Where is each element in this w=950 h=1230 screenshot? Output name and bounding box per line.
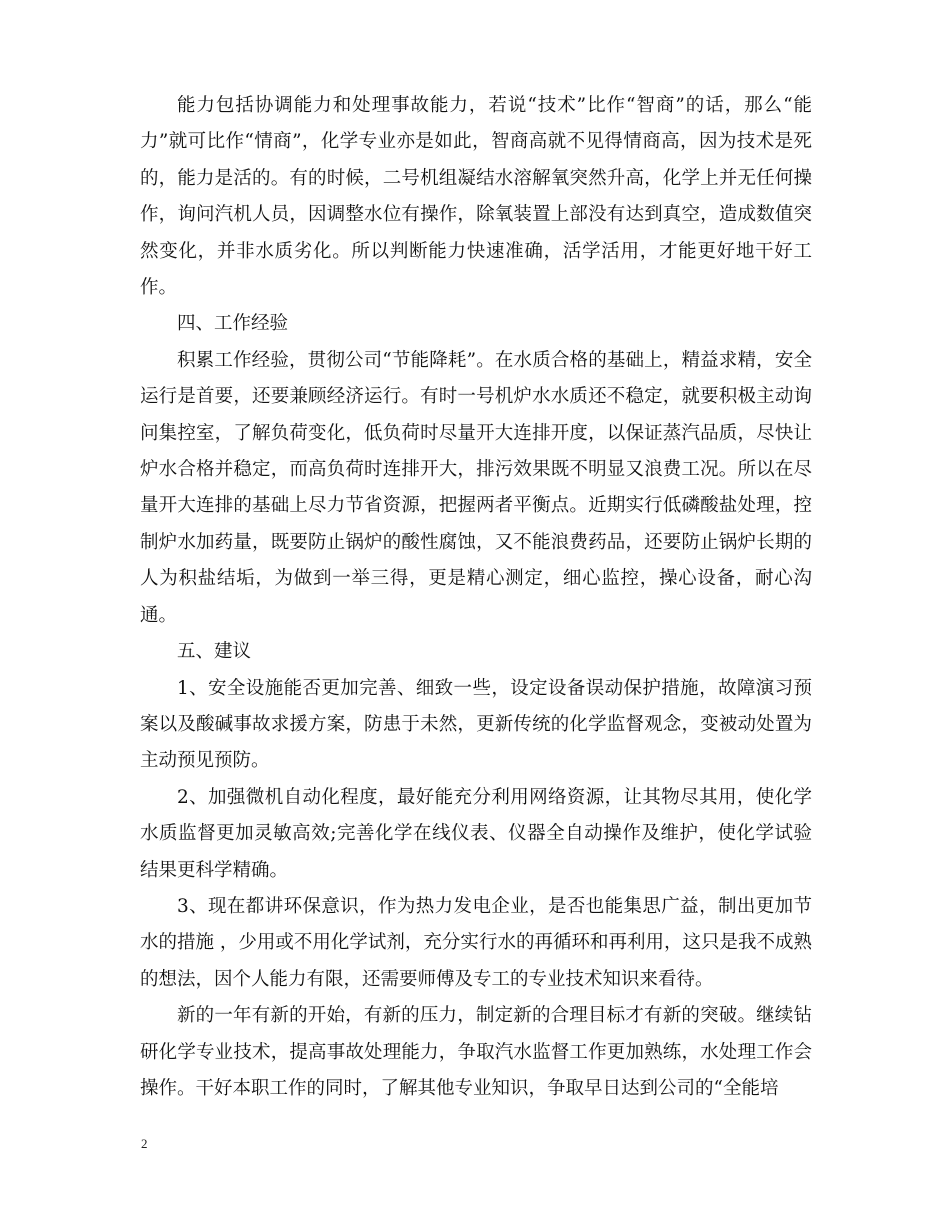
suggestion-item-1: 1、安全设施能否更加完善、细致一些，设定设备误动保护措施，故障演习预案以及酸碱事故求援方案，防患于未然，更新传统的化学监督观念，变被动处置为主动预见预防。 <box>140 677 812 772</box>
page-number: 2 <box>141 1136 148 1151</box>
suggestion-item-3: 3、现在都讲环保意识，作为热力发电企业，是否也能集思广益，制出更加节水的措施 ，少用或不用化学试剂，充分实行水的再循环和再利用，这只是我不成熟的想法，因个人能力有限，还需要师傅及专工的专业技术知识来看待。 <box>140 895 812 990</box>
section-heading-suggestions: 五、建议 <box>177 641 252 663</box>
paragraph-ability: 能力包括协调能力和处理事故能力，若说“技术”比作“智商”的话，那么“能力”就可比作“情商”，化学专业亦是如此，智商高就不见得情商高，因为技术是死的，能力是活的。有的时候，二号机组凝结水溶解氧突然升高，化学上并无任何操作，询问汽机人员，因调整水位有操作，除氧装置上部没有达到真空，造成数值突然变化，并非水质劣化。所以判断能力快速准确，活学活用，才能更好地干好工作。 <box>140 95 812 299</box>
section-heading-work-experience: 四、工作经验 <box>177 313 289 335</box>
suggestion-item-2: 2、加强微机自动化程度，最好能充分利用网络资源，让其物尽其用，使化学水质监督更加灵敏高效;完善化学在线仪表、仪器全自动操作及维护，使化学试验结果更科学精确。 <box>140 786 812 881</box>
paragraph-work-experience: 积累工作经验，贯彻公司“节能降耗”。在水质合格的基础上，精益求精，安全运行是首要，还要兼顾经济运行。有时一号机炉水水质还不稳定，就要积极主动询问集控室，了解负荷变化，低负荷时尽量开大连排开度，以保证蒸汽品质，尽快让炉水合格并稳定，而高负荷时连排开大，排污效果既不明显又浪费工况。所以在尽量开大连排的基础上尽力节省资源，把握两者平衡点。近期实行低磷酸盐处理，控制炉水加药量，既要防止锅炉的酸性腐蚀，又不能浪费药品，还要防止锅炉长期的人为积盐结垢，为做到一举三得，更是精心测定，细心监控，操心设备，耐心沟通。 <box>140 349 812 626</box>
document-body <box>140 88 812 1107</box>
paragraph-new-year: 新的一年有新的开始，有新的压力，制定新的合理目标才有新的突破。继续钻研化学专业技术，提高事故处理能力，争取汽水监督工作更加熟练，水处理工作会操作。干好本职工作的同时，了解其他专业知识，争取早日达到公司的“全能培 <box>140 1005 812 1099</box>
